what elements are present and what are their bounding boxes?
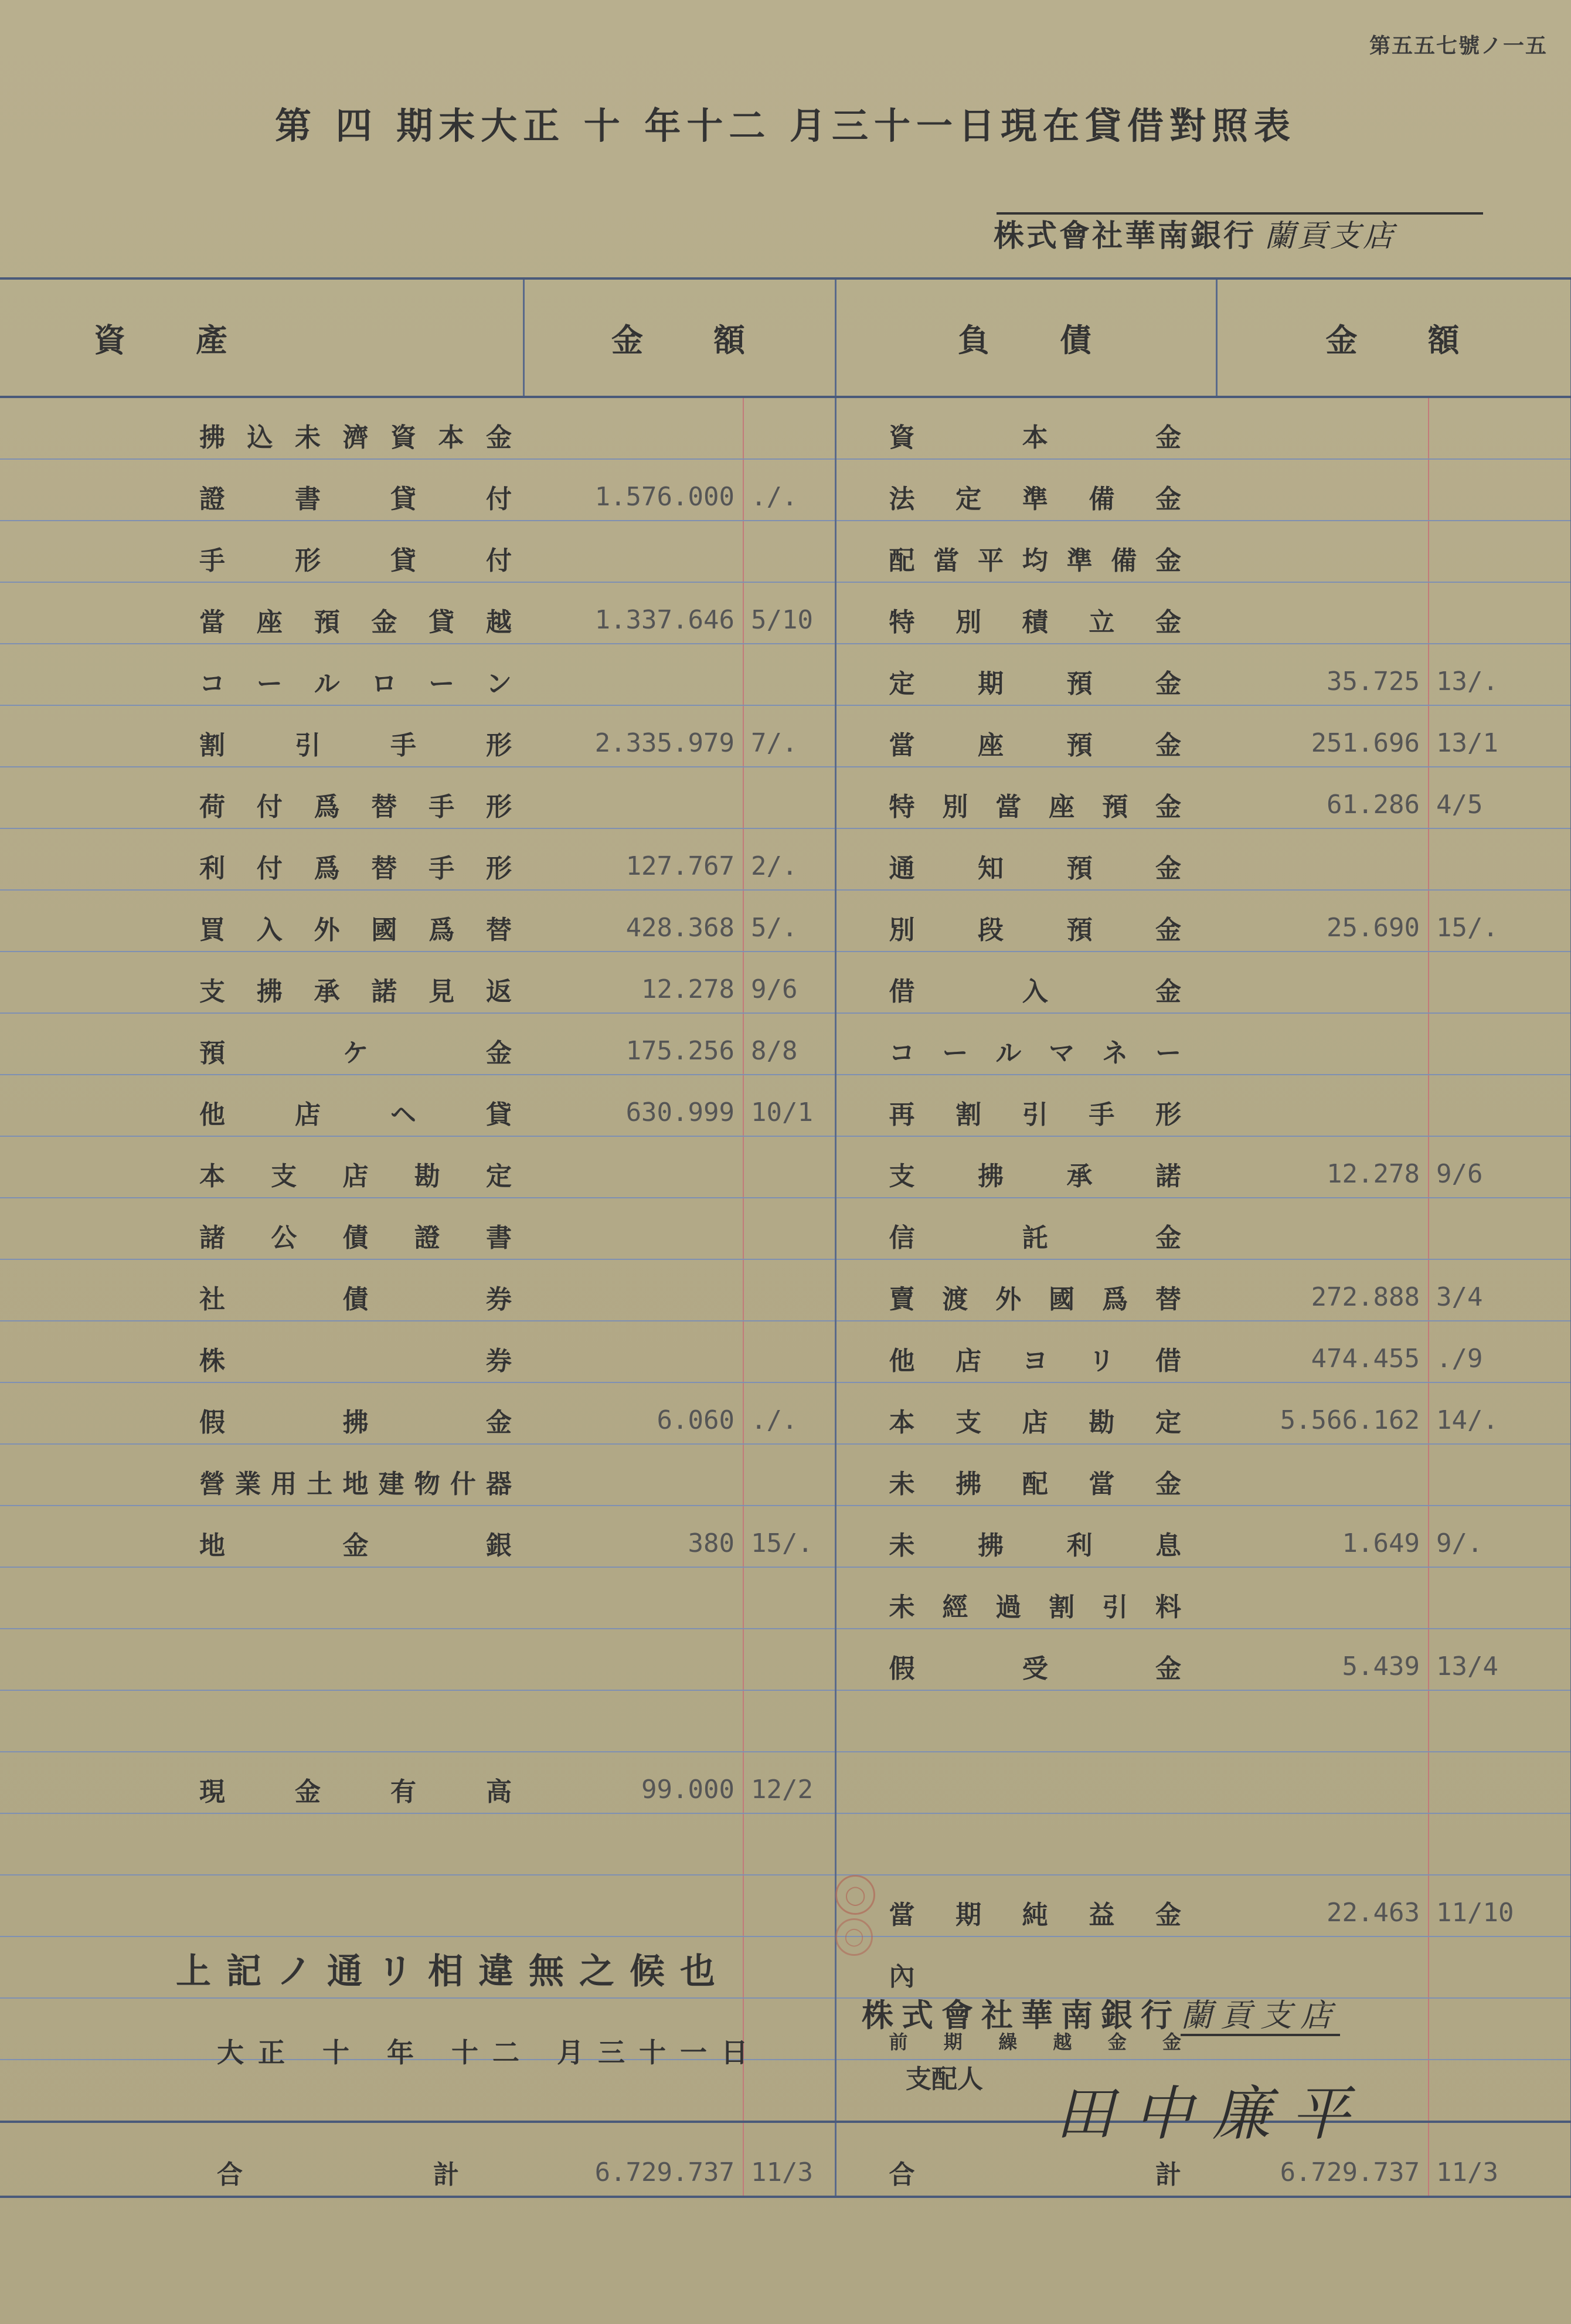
table-row — [0, 705, 1571, 767]
asset-label: 現 金 有 高 — [0, 1752, 523, 1813]
liability-amount: 12.278 — [1216, 1136, 1429, 1198]
liability-label: 前 期 繰 越 金 金 — [835, 1998, 1216, 2060]
document-title: 第 四 期末大正 十 年十二 月三十一日現在貸借對照表 — [275, 104, 1296, 147]
liability-amount — [1216, 459, 1429, 521]
asset-label: 社 債 券 — [0, 1259, 523, 1321]
asset-amount-fraction — [743, 521, 835, 582]
liability-amount-fraction: 9/. — [1429, 1506, 1571, 1567]
asset-label — [0, 1875, 523, 1936]
liability-amount-fraction: 14/. — [1429, 1382, 1571, 1444]
asset-label: 株 券 — [0, 1321, 523, 1382]
liability-label — [835, 1690, 1216, 1752]
asset-total-fraction: 11/3 — [743, 2122, 835, 2197]
ledger-body — [0, 397, 1571, 2197]
liability-amount-fraction — [1429, 1998, 1571, 2060]
asset-amount-fraction: 7/. — [743, 705, 835, 767]
asset-label: 預 ケ 金 — [0, 1013, 523, 1075]
liability-amount-fraction — [1429, 828, 1571, 890]
asset-label: 他 店 ヘ 貸 — [0, 1075, 523, 1136]
liability-label: 內 — [835, 1936, 1216, 1998]
liability-amount-fraction — [1429, 1013, 1571, 1075]
asset-label — [0, 1690, 523, 1752]
total-label-assets: 合 計 — [0, 2122, 523, 2197]
asset-label: 支 拂 承 諾 見 返 — [0, 952, 523, 1013]
liability-amount — [1216, 1752, 1429, 1813]
asset-label: 假 拂 金 — [0, 1382, 523, 1444]
liability-label: 借 入 金 — [835, 952, 1216, 1013]
footer-bank-name: 株式會社華南銀行 — [862, 1996, 1181, 2034]
table-row — [0, 1444, 1571, 1506]
branch-handwritten: 蘭貢支店 — [1264, 219, 1396, 254]
asset-amount: 99.000 — [523, 1752, 743, 1813]
liability-amount-fraction: 15/. — [1429, 890, 1571, 952]
table-row — [0, 1198, 1571, 1259]
asset-amount-fraction — [743, 1321, 835, 1382]
liability-amount-fraction — [1429, 1075, 1571, 1136]
liability-amount — [1216, 952, 1429, 1013]
liability-amount — [1216, 1198, 1429, 1259]
asset-amount-fraction: ./. — [743, 1382, 835, 1444]
asset-amount-fraction — [743, 1629, 835, 1690]
liability-label: 本 支 店 勘 定 — [835, 1382, 1216, 1444]
liability-amount-header: 金 額 — [1216, 278, 1571, 397]
asset-amount-fraction — [743, 397, 835, 459]
liability-amount — [1216, 1813, 1429, 1875]
liability-amount-fraction — [1429, 1567, 1571, 1629]
seal-stamp: ◯ — [835, 1875, 875, 1915]
asset-label: 利 付 爲 替 手 形 — [0, 828, 523, 890]
footer-date: 大正 十 年 十二 月三十一日 — [217, 2037, 763, 2068]
asset-label: 諸 公 債 證 書 — [0, 1198, 523, 1259]
liability-label: 配 當 平 均 準 備 金 — [835, 521, 1216, 582]
table-row — [0, 397, 1571, 459]
asset-label — [0, 1629, 523, 1690]
liability-label: 當 期 純 益 金 — [835, 1875, 1216, 1936]
liability-total: 6.729.737 — [1216, 2122, 1429, 2197]
liability-amount: 474.455 — [1216, 1321, 1429, 1382]
liability-amount — [1216, 1075, 1429, 1136]
liability-amount-fraction — [1429, 582, 1571, 644]
asset-amount: 1.576.000 — [523, 459, 743, 521]
bank-name: 株式會社華南銀行 — [994, 218, 1257, 254]
asset-amount-fraction: 8/8 — [743, 1013, 835, 1075]
liability-amount-fraction: 4/5 — [1429, 767, 1571, 828]
liability-amount — [1216, 397, 1429, 459]
liability-amount: 22.463 — [1216, 1875, 1429, 1936]
footer-statement: 上記ノ通リ相違無之候也 — [176, 1951, 730, 1992]
liability-amount-fraction — [1429, 1444, 1571, 1506]
table-row — [0, 952, 1571, 1013]
table-row — [0, 582, 1571, 644]
asset-label: 地 金 銀 — [0, 1506, 523, 1567]
asset-amount: 127.767 — [523, 828, 743, 890]
asset-amount-fraction — [743, 1936, 835, 1998]
liability-label: 假 受 金 — [835, 1629, 1216, 1690]
table-row — [0, 459, 1571, 521]
liability-label: 特 別 積 立 金 — [835, 582, 1216, 644]
handwritten-signature: 田中廉平 — [1055, 2080, 1369, 2148]
asset-label: 當 座 預 金 貸 越 — [0, 582, 523, 644]
asset-label — [0, 1813, 523, 1875]
balance-sheet-table — [0, 277, 1571, 2198]
asset-amount — [523, 1321, 743, 1382]
liability-amount-fraction — [1429, 459, 1571, 521]
asset-amount: 175.256 — [523, 1013, 743, 1075]
liability-amount-fraction — [1429, 1936, 1571, 1998]
liability-label: 未 拂 配 當 金 — [835, 1444, 1216, 1506]
table-row — [0, 1382, 1571, 1444]
asset-label: 證 書 貸 付 — [0, 459, 523, 521]
liability-amount-fraction — [1429, 1813, 1571, 1875]
liability-amount: 251.696 — [1216, 705, 1429, 767]
liability-amount-fraction — [1429, 1690, 1571, 1752]
asset-label: 手 形 貸 付 — [0, 521, 523, 582]
asset-amount: 12.278 — [523, 952, 743, 1013]
asset-amount — [523, 1567, 743, 1629]
asset-amount-fraction: 5/. — [743, 890, 835, 952]
table-row — [0, 521, 1571, 582]
liability-label: 未 經 過 割 引 料 — [835, 1567, 1216, 1629]
table-row — [0, 1813, 1571, 1875]
liability-amount-fraction: 11/10 — [1429, 1875, 1571, 1936]
asset-label: 買 入 外 國 爲 替 — [0, 890, 523, 952]
table-row — [0, 1567, 1571, 1629]
liability-label: 特 別 當 座 預 金 — [835, 767, 1216, 828]
liability-label: 支 拂 承 諾 — [835, 1136, 1216, 1198]
asset-amount-fraction — [743, 767, 835, 828]
assets-header-text: 資 產 — [94, 321, 230, 359]
liability-amount — [1216, 1690, 1429, 1752]
asset-total: 6.729.737 — [523, 2122, 743, 2197]
total-label-liabilities: 合 計 — [835, 2122, 1216, 2197]
liability-label: 法 定 準 備 金 — [835, 459, 1216, 521]
asset-amount-header: 金 額 — [523, 278, 835, 397]
liability-amount — [1216, 521, 1429, 582]
table-row — [0, 1321, 1571, 1382]
liability-amount-fraction: 3/4 — [1429, 1259, 1571, 1321]
asset-amount-fraction — [743, 644, 835, 705]
liability-amount — [1216, 828, 1429, 890]
liability-amount: 5.439 — [1216, 1629, 1429, 1690]
table-row — [0, 1690, 1571, 1752]
table-row — [0, 767, 1571, 828]
asset-label: 拂 込 未 濟 資 本 金 — [0, 397, 523, 459]
liability-amount — [1216, 1013, 1429, 1075]
liability-label: 信 託 金 — [835, 1198, 1216, 1259]
asset-amount-fraction — [743, 1690, 835, 1752]
asset-amount-fraction: 9/6 — [743, 952, 835, 1013]
liability-label: 未 拂 利 息 — [835, 1506, 1216, 1567]
liability-amount: 272.888 — [1216, 1259, 1429, 1321]
asset-amount-fraction: 12/2 — [743, 1752, 835, 1813]
asset-amount: 1.337.646 — [523, 582, 743, 644]
asset-label: コ ー ル ロ ー ン — [0, 644, 523, 705]
liability-label: 定 期 預 金 — [835, 644, 1216, 705]
asset-amount — [523, 1259, 743, 1321]
asset-amount-fraction — [743, 1875, 835, 1936]
table-row — [0, 828, 1571, 890]
table-row — [0, 1629, 1571, 1690]
liability-amount — [1216, 582, 1429, 644]
table-row — [0, 1752, 1571, 1813]
table-row — [0, 1875, 1571, 1936]
asset-amount-fraction — [743, 1198, 835, 1259]
liability-label: 賣 渡 外 國 爲 替 — [835, 1259, 1216, 1321]
asset-amount — [523, 1444, 743, 1506]
table-row — [0, 1075, 1571, 1136]
table-row — [0, 1013, 1571, 1075]
asset-amount — [523, 397, 743, 459]
table-row — [0, 1506, 1571, 1567]
asset-label — [0, 1567, 523, 1629]
liability-label: 他 店 ヨ リ 借 — [835, 1321, 1216, 1382]
asset-amount: 630.999 — [523, 1075, 743, 1136]
liability-total-fraction: 11/3 — [1429, 2122, 1571, 2197]
liability-amount: 35.725 — [1216, 644, 1429, 705]
liability-label: 資 本 金 — [835, 397, 1216, 459]
seal-stamp-small: ◯ — [835, 1918, 873, 1956]
reference-number: 第五五七號ノ一五 — [1369, 33, 1548, 58]
table-row — [0, 890, 1571, 952]
liability-amount: 1.649 — [1216, 1506, 1429, 1567]
liability-label: コ ー ル マ ネ ー — [835, 1013, 1216, 1075]
liability-amount: 5.566.162 — [1216, 1382, 1429, 1444]
liability-label: 別 段 預 金 — [835, 890, 1216, 952]
liability-amount-fraction — [1429, 2060, 1571, 2122]
table-row — [0, 644, 1571, 705]
asset-amount — [523, 1690, 743, 1752]
liability-amount-fraction: ./9 — [1429, 1321, 1571, 1382]
asset-amount-fraction — [743, 1444, 835, 1506]
liability-amount-fraction: 13/4 — [1429, 1629, 1571, 1690]
asset-amount — [523, 644, 743, 705]
table-header-row — [0, 278, 1571, 397]
asset-amount — [523, 1813, 743, 1875]
asset-amount — [523, 1875, 743, 1936]
liability-amount: 25.690 — [1216, 890, 1429, 952]
liability-amount-fraction — [1429, 952, 1571, 1013]
asset-amount-fraction: 2/. — [743, 828, 835, 890]
asset-label: 營 業 用 土 地 建 物 什 器 — [0, 1444, 523, 1506]
asset-amount: 2.335.979 — [523, 705, 743, 767]
liability-amount-fraction — [1429, 1752, 1571, 1813]
asset-amount — [523, 521, 743, 582]
asset-amount-fraction: 15/. — [743, 1506, 835, 1567]
asset-amount: 6.060 — [523, 1382, 743, 1444]
liability-amount-fraction — [1429, 521, 1571, 582]
footer-branch-handwritten: 蘭貢支店 — [1181, 1997, 1340, 2036]
asset-label: 本 支 店 勘 定 — [0, 1136, 523, 1198]
liability-label: 再 割 引 手 形 — [835, 1075, 1216, 1136]
asset-amount — [523, 767, 743, 828]
liability-amount — [1216, 1936, 1429, 1998]
asset-amount: 428.368 — [523, 890, 743, 952]
liability-amount-fraction: 9/6 — [1429, 1136, 1571, 1198]
liability-amount-fraction: 13/1 — [1429, 705, 1571, 767]
liability-amount-fraction — [1429, 1198, 1571, 1259]
asset-amount: 380 — [523, 1506, 743, 1567]
asset-amount — [523, 1198, 743, 1259]
liabilities-header: 負 債 — [835, 278, 1216, 397]
asset-amount-fraction: 10/1 — [743, 1075, 835, 1136]
asset-label: 割 引 手 形 — [0, 705, 523, 767]
liability-label — [835, 1813, 1216, 1875]
asset-amount-fraction — [743, 1259, 835, 1321]
liability-label: 當 座 預 金 — [835, 705, 1216, 767]
asset-amount-fraction — [743, 1813, 835, 1875]
liability-label: 通 知 預 金 — [835, 828, 1216, 890]
footer-role: 支配人 — [906, 2064, 983, 2094]
liability-amount — [1216, 1444, 1429, 1506]
liability-amount: 61.286 — [1216, 767, 1429, 828]
asset-amount — [523, 1629, 743, 1690]
bank-header — [994, 211, 1396, 255]
liability-amount — [1216, 1567, 1429, 1629]
asset-amount-fraction — [743, 1136, 835, 1198]
liability-label — [835, 1752, 1216, 1813]
asset-amount-fraction: 5/10 — [743, 582, 835, 644]
asset-amount-fraction: ./. — [743, 459, 835, 521]
asset-amount-fraction — [743, 1567, 835, 1629]
assets-header — [0, 278, 523, 397]
table-row — [0, 1136, 1571, 1198]
liability-amount-fraction: 13/. — [1429, 644, 1571, 705]
asset-label: 荷 付 爲 替 手 形 — [0, 767, 523, 828]
liability-amount-fraction — [1429, 397, 1571, 459]
table-row — [0, 1259, 1571, 1321]
footer-bank — [862, 1990, 1340, 2036]
asset-amount — [523, 1136, 743, 1198]
